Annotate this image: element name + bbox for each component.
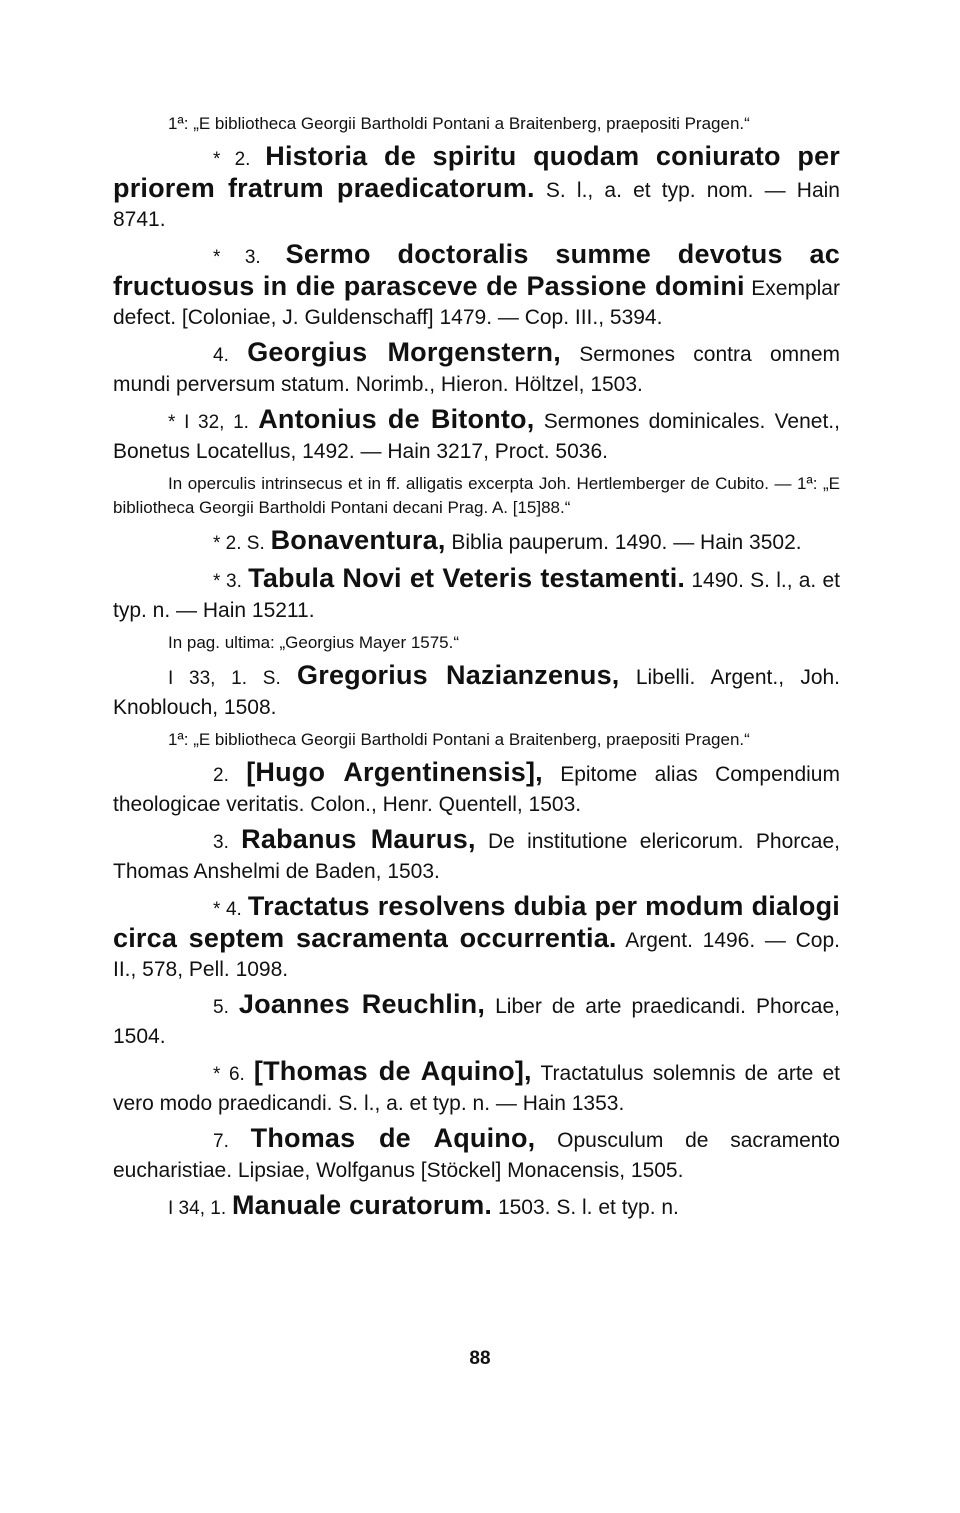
provenance-note: 1ª: „E bibliotheca Georgii Bartholdi Pontani a Braitenberg, praepositi Pragen.“ (168, 730, 750, 749)
entry-details: 1490. S. l., a. et typ. n. — Hain 15211. (113, 569, 840, 622)
entry-details: Epitome alias Compendium theologicae veritatis. Colon., Henr. Quentell, 1503. (113, 763, 840, 816)
entry-shelfmark: * I 32, 1. (168, 412, 249, 433)
entry-number: * 3. (213, 247, 261, 268)
entry-author: Georgius Morgenstern, (247, 337, 561, 367)
entry-author: Gregorius Nazianzenus, (297, 660, 620, 690)
entry-details: Opusculum de sacramento eucharistiae. Lipsiae, Wolfganus [Stöckel] Monacensis, 1505. (113, 1129, 840, 1182)
entry-author: Rabanus Maurus, (241, 824, 476, 854)
catalog-entry (113, 405, 840, 466)
entry-details: 1503. S. l. et typ. n. (497, 1196, 679, 1219)
catalog-entry (113, 142, 840, 234)
entry-details: Tractatulus solemnis de arte et vero modo praedicandi. S. l., a. et typ. n. — Hain 1353. (113, 1062, 840, 1115)
catalog-entry (113, 1191, 840, 1223)
entry-number: * 2. (213, 149, 251, 170)
entry-details: Liber de arte praedicandi. Phorcae, 1504. (113, 995, 840, 1048)
entry-details: S. l., a. et typ. nom. — Hain 8741. (113, 179, 840, 231)
entry-author: Thomas de Aquino, (250, 1123, 536, 1153)
entry-details: Argent. 1496. — Cop. II., 578, Pell. 1098. (113, 929, 840, 981)
entry-details: De institutione elericorum. Phorcae, Thomas Anshelmi de Baden, 1503. (113, 830, 840, 883)
entry-author: [Hugo Argentinensis], (246, 757, 543, 787)
entry-number: * 6. (213, 1064, 245, 1085)
entry-details: Libelli. Argent., Joh. Knoblouch, 1508. (113, 666, 841, 719)
page-body (113, 112, 840, 1229)
entry-author: Bonaventura, (270, 525, 446, 555)
catalog-entry (113, 758, 840, 819)
catalog-entry (113, 526, 840, 558)
entry-shelfmark: I 34, 1. (168, 1198, 227, 1219)
entry-number: 7. (213, 1131, 229, 1152)
entry-number: 3. (213, 832, 229, 853)
entry-details: Exemplar defect. [Coloniae, J. Guldenschaff] 1479. — Cop. III., 5394. (113, 277, 840, 329)
entry-number: * 2. S. (213, 533, 265, 554)
entry-number: * 4. (213, 899, 242, 920)
entry-title: Sermo doctoralis summe devotus ac fructuosus in die parasceve de Passione domini (113, 239, 840, 301)
entry-title: Historia de spiritu quodam coniurato per priorem fratrum praedicatorum. (113, 141, 840, 203)
entry-author: Antonius de Bitonto, (258, 404, 535, 434)
provenance-note: In operculis intrinsecus et in ff. alligatis excerpta Joh. Hertlemberger de Cubito. — 1ª: „E bibliotheca Georgii Bartholdi Pontani decani Prag. A. [15]88.“ (113, 474, 840, 517)
catalog-entry (113, 825, 840, 886)
catalog-entry (113, 564, 840, 625)
entry-title: Manuale curatorum. (231, 1190, 493, 1220)
entry-author: Joannes Reuchlin, (238, 989, 486, 1019)
provenance-note: 1ª: „E bibliotheca Georgii Bartholdi Pontani a Braitenberg, praepositi Pragen.“ (168, 114, 750, 133)
catalog-entry (113, 338, 840, 399)
provenance-note: In pag. ultima: „Georgius Mayer 1575.“ (168, 633, 460, 652)
catalog-entry (113, 1124, 840, 1185)
entry-details: Sermones dominicales. Venet., Bonetus Locatellus, 1492. — Hain 3217, Proct. 5036. (113, 410, 840, 463)
entry-details: Sermones contra omnem mundi perversum statum. Norimb., Hieron. Höltzel, 1503. (113, 343, 840, 396)
catalog-entry (113, 240, 840, 332)
entry-number: 2. (213, 765, 229, 786)
catalog-entry (113, 990, 840, 1051)
entry-number: 4. (213, 345, 229, 366)
catalog-entry (113, 892, 840, 984)
entry-author: [Thomas de Aquino], (253, 1056, 532, 1086)
catalog-entry (113, 661, 840, 722)
entry-title: Tractatus resolvens dubia per modum dialogi circa septem sacramenta occurrentia. (113, 891, 840, 953)
entry-details: Biblia pauperum. 1490. — Hain 3502. (451, 531, 802, 554)
entry-shelfmark: I 33, 1. S. (168, 668, 281, 689)
catalog-entry (113, 1057, 840, 1118)
page-number: 88 (469, 1348, 491, 1369)
entry-number: 5. (213, 997, 229, 1018)
entry-number: * 3. (213, 571, 242, 592)
entry-title: Tabula Novi et Veteris testamenti. (248, 563, 686, 593)
